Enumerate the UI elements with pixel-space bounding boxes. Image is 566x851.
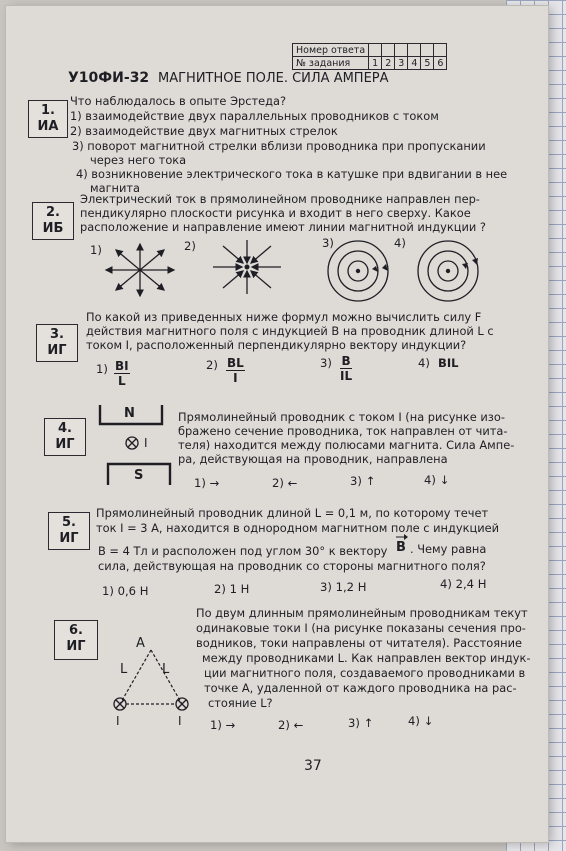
q3-option-label: 2) [206,358,218,372]
q1-option: 2) взаимодействие двух магнитных стрелок [70,124,338,138]
q5-text: сила, действующая на проводник со стороны магнитного поля? [98,559,486,573]
fraction-numerator: BL [227,356,244,370]
side-l-label-left: L [120,662,128,677]
q6-text: одинаковые токи I (на рисунке показаны сечения про- [196,621,526,635]
q5-option: 3) 1,2 Н [320,580,367,594]
q3-option-label: 4) [418,356,430,370]
q4-text: Прямолинейный проводник с током I (на рисунке изо- [178,410,505,424]
fraction-numerator: BI [115,359,129,373]
q3-badge [36,324,78,362]
q6-text: ции магнитного поля, создаваемого проводниками в [204,666,526,680]
vector-arrow-icon [396,534,408,540]
q1-badge [28,100,68,138]
radial-arrows-inward-icon [211,238,283,296]
q6-option: 3) ↑ [348,716,374,730]
q6-text: точке А, удаленной от каждого проводника на рас- [204,681,517,695]
fraction-denominator: IL [340,369,353,383]
q4-text: ра, действующая на проводник, направлена [178,452,448,466]
q1-option: через него тока [90,153,187,167]
q5-option: 1) 0,6 Н [102,584,149,598]
q4-badge [44,418,86,456]
q1-option: магнита [90,181,141,195]
task-number: 2 [382,57,395,70]
magnet-pole-n: N [124,406,135,421]
q4-option: 4) ↓ [424,473,450,487]
answer-cell[interactable] [421,44,434,57]
answer-cell[interactable] [408,44,421,57]
q1-badge-level: ИА [37,119,59,134]
q6-option: 2) ← [278,718,304,732]
side-l-label-right: L [162,662,170,677]
q1-badge-number: 1. [41,103,55,118]
q5-option: 4) 2,4 Н [440,577,487,591]
q1-option: 3) поворот магнитной стрелки вблизи проводника при пропускании [72,139,486,153]
q2-option-number: 4) [394,236,406,250]
q4-option: 1) → [194,476,220,490]
worksheet-title: МАГНИТНОЕ ПОЛЕ. СИЛА АМПЕРА [158,71,389,86]
task-number: 5 [421,57,434,70]
radial-arrows-outward-icon [104,242,176,298]
worksheet-page [6,6,548,842]
answer-cell[interactable] [382,44,395,57]
q2-text: расположение и направление имеют линии магнитной индукции ? [80,220,486,234]
task-row-label: № задания [293,57,369,70]
current-i-label-right: I [178,714,182,728]
q1-option: 4) возникновение электрического тока в катушке при вдвигании в нее [76,167,508,181]
q6-text: По двум длинным прямолинейным проводникам текут [196,606,528,620]
answer-cell[interactable] [369,44,382,57]
q6-text: водников, токи направлены от читателя). Расстояние [196,636,522,650]
q3-badge-level: ИГ [47,343,67,358]
q6-option: 4) ↓ [408,714,434,728]
q5-badge-number: 5. [62,515,76,530]
q6-text: между проводниками L. Как направлен вектор индук- [202,651,531,665]
q5-badge-level: ИГ [59,531,79,546]
q6-triangle-diagram [110,646,192,714]
task-number: 3 [395,57,408,70]
q5-text: ток I = 3 А, находится в однородном магнитном поле с индукцией [96,521,500,535]
q5-text: Прямолинейный проводник длиной L = 0,1 м, по которому течет [96,506,489,520]
q3-badge-number: 3. [50,327,64,342]
q2-badge-level: ИБ [42,221,64,236]
concentric-field-counterclockwise-icon [414,240,482,302]
q5-text: . Чему равна [410,542,487,556]
q2-option-number: 2) [184,239,196,253]
task-number: 4 [408,57,421,70]
answer-cell[interactable] [434,44,447,57]
q6-option: 1) → [210,718,236,732]
q2-option-number: 1) [90,243,102,257]
q4-badge-level: ИГ [55,437,75,452]
answer-row-label: Номер ответа [293,44,369,57]
worksheet-code: У10ФИ-32 [68,70,150,86]
q3-option-fraction [340,354,352,383]
q2-badge [32,202,74,240]
q3-option-fraction [114,359,130,388]
q4-option: 3) ↑ [350,474,376,488]
q3-text: током I, расположенный перпендикулярно вектору индукции? [86,338,467,352]
q6-badge-number: 6. [69,623,83,638]
q2-badge-number: 2. [46,205,60,220]
q3-option-label: 3) [320,356,332,370]
fraction-numerator: B [341,354,351,368]
q6-text: стояние L? [208,696,273,710]
current-i-label-left: I [116,714,120,728]
q4-text: бражено сечение проводника, ток направлен от чита- [178,424,508,438]
q2-text: пендикулярно плоскости рисунка и входит в него сверху. Какое [80,206,471,220]
task-number: 6 [434,57,447,70]
q3-text: По какой из приведенных ниже формул можно вычислить силу F [86,310,482,324]
q1-option: 1) взаимодействие двух параллельных проводников с током [70,109,439,123]
q5-badge [48,512,90,550]
current-into-page-icon [125,436,139,450]
q5-text: B = 4 Тл и расположен под углом 30° к вектору [98,544,388,558]
q2-option-number: 3) [322,236,334,250]
q1-question: Что наблюдалось в опыте Эрстеда? [70,94,287,108]
q6-badge-level: ИГ [66,639,86,654]
fraction-denominator: L [117,374,126,388]
q3-text: действия магнитного поля с индукцией B на проводник длиной L с [86,324,494,338]
vector-b-symbol: B [396,540,406,555]
q4-option: 2) ← [272,476,298,490]
q4-text: теля) находится между полюсами магнита. Сила Ампе- [178,438,515,452]
fraction-denominator: I [233,371,238,385]
q6-badge [54,620,98,660]
q4-current-label: I [144,436,148,450]
q4-badge-number: 4. [58,421,72,436]
q5-option: 2) 1 Н [214,582,250,596]
answer-table [292,43,447,70]
answer-cell[interactable] [395,44,408,57]
magnet-pole-s: S [134,468,144,483]
q2-text: Электрический ток в прямолинейном проводнике направлен пер- [80,192,480,206]
point-a-label: A [136,636,145,651]
q3-option-formula: BIL [438,356,459,370]
page-number: 37 [304,758,322,774]
concentric-field-clockwise-icon [324,240,392,302]
q3-option-fraction [226,356,245,385]
task-number: 1 [369,57,382,70]
q3-option-label: 1) [96,362,108,376]
